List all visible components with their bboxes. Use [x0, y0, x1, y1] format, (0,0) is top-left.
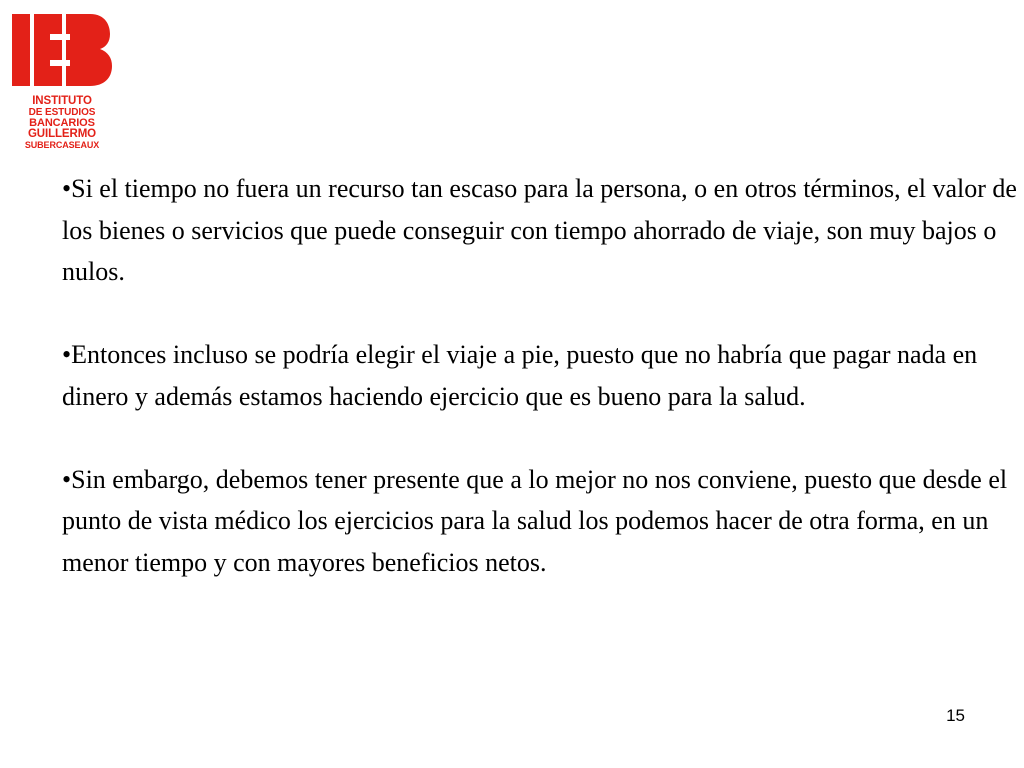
logo-line: GUILLERMO [27, 128, 97, 140]
logo-line: DE ESTUDIOS [28, 107, 96, 118]
bullet-paragraph: •Sin embargo, debemos tener presente que a lo mejor no nos conviene, puesto que desde el punto de vista médico los ejercicios para la salud los podemos hacer de otra forma, en un menor tiempo y con mayores beneficios netos. [62, 464, 1008, 577]
logo-line: INSTITUTO [32, 95, 92, 107]
bullet-paragraph: •Entonces incluso se podría elegir el viaje a pie, puesto que no habría que pagar nada en dinero y además estamos haciendo ejercicio que es bueno para la salud. [62, 340, 978, 411]
logo-line: SUBERCASEAUX [24, 140, 100, 150]
ieb-monogram-icon [10, 12, 114, 88]
slide-body [62, 168, 1017, 583]
page-number: 15 [946, 706, 965, 725]
logo-line: BANCARIOS [29, 117, 95, 129]
institute-name [10, 96, 114, 151]
bullet-paragraph: •Si el tiempo no fuera un recurso tan escaso para la persona, o en otros términos, el valor de los bienes o servicios que puede conseguir con tiempo ahorrado de viaje, son muy bajos o nulos. [62, 174, 1017, 286]
institute-logo [10, 12, 114, 158]
